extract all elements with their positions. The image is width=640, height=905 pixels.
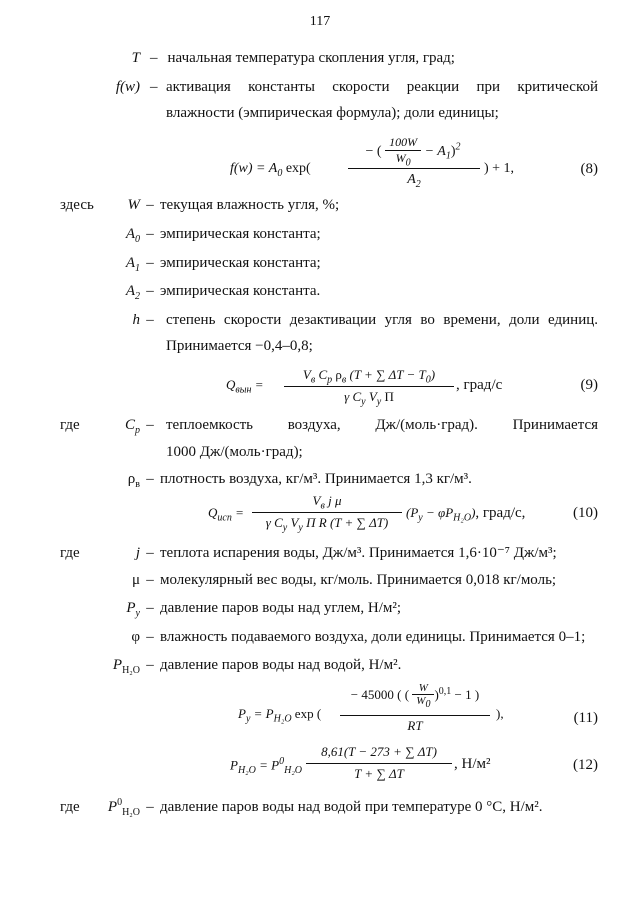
eq8-square: 2 bbox=[455, 141, 461, 153]
eq12-num: 8,61(T − 273 + ∑ ΔT) bbox=[321, 744, 437, 759]
def-dash: – bbox=[146, 799, 154, 815]
eq10-num-sub: в bbox=[320, 500, 325, 512]
eq10-paren-close: ) bbox=[471, 505, 476, 520]
eq11-inner-close: ) bbox=[434, 687, 439, 703]
eq9-lhs: Q bbox=[226, 377, 236, 392]
def-text: эмпирическая константа; bbox=[160, 255, 321, 271]
def-symbol: P bbox=[126, 600, 136, 616]
eq11-inner-den-sub: 0 bbox=[425, 699, 431, 711]
eq10-lhs-sub: исп bbox=[217, 512, 232, 524]
eq8-a1-sub: 1 bbox=[445, 150, 451, 162]
def-row-h bbox=[100, 312, 160, 329]
def-symbol-sub: H₂O bbox=[122, 807, 140, 818]
def-symbol: h bbox=[132, 312, 140, 328]
eq9-lhs-sub: вын bbox=[235, 384, 252, 396]
eq11-inner-den: W bbox=[416, 695, 426, 707]
def-text: давление паров воды над водой, Н/м². bbox=[160, 657, 402, 673]
eq9-den: γ C bbox=[344, 389, 362, 404]
def-text: давление паров воды над водой при температуре 0 °С, Н/м². bbox=[160, 799, 543, 815]
def-symbol-sub: 1 bbox=[135, 263, 140, 274]
eq9-denominator: γ $C_у$ $V_у$ Π bbox=[344, 389, 394, 408]
def-text: плотность воздуха, кг/м³. Принимается 1,3 кг/м³. bbox=[160, 471, 472, 487]
eq11-lhs-sub: у bbox=[245, 713, 251, 725]
eq10-paren-mid: − φP bbox=[425, 505, 454, 520]
def-symbol: ρ bbox=[127, 471, 136, 487]
def-row-phi bbox=[100, 629, 585, 646]
eq12-lhs-sub: H₂O bbox=[237, 764, 256, 776]
eq8-denominator bbox=[348, 172, 480, 190]
def-symbol: μ bbox=[131, 572, 140, 588]
eq9-numerator: $V_в$ $C_р$ $\rho_в$ (T + ∑ $\Delta T - T_0$) bbox=[302, 367, 436, 386]
def-text: степень скорости дезактивации угля во времени, доли единиц. bbox=[166, 312, 598, 328]
def-dash: – bbox=[146, 471, 154, 487]
def-symbol-sup: 0 bbox=[117, 797, 123, 808]
eq11-numerator bbox=[340, 682, 490, 710]
def-symbol-sub: р bbox=[135, 425, 140, 436]
def-symbol: A bbox=[125, 283, 135, 299]
def-symbol: W bbox=[127, 197, 140, 213]
eq9-num-c: C bbox=[318, 367, 328, 382]
eq11-den: RT bbox=[407, 718, 423, 733]
eq11-tail: ), bbox=[496, 706, 504, 721]
def-row-p0h2o bbox=[60, 797, 543, 818]
def-row-w bbox=[60, 197, 339, 214]
eq12-eq: = P bbox=[259, 757, 280, 773]
eq10-num: V bbox=[312, 493, 321, 508]
eq12-fraction-bar bbox=[306, 763, 452, 764]
eq9-unit: , град/с bbox=[456, 377, 503, 393]
def-row-t bbox=[100, 50, 455, 67]
def-row-fw bbox=[100, 79, 164, 96]
def-dash: – bbox=[146, 255, 154, 271]
def-text: эмпирическая константа; bbox=[160, 226, 321, 242]
def-text: начальная температура скопления угля, град; bbox=[167, 50, 455, 66]
eq8-lhs: f(w) = A bbox=[230, 161, 278, 176]
def-row-mu bbox=[100, 572, 556, 589]
def-text-cont: 1000 Дж/(моль·град); bbox=[166, 444, 303, 460]
eq10-paren-sub: у bbox=[418, 512, 423, 524]
eq11-exp: exp ( bbox=[294, 706, 322, 721]
def-dash: – bbox=[146, 226, 154, 242]
eq11-inner-num: W bbox=[418, 682, 428, 694]
def-symbol: C bbox=[124, 417, 135, 433]
def-row-py bbox=[100, 600, 401, 619]
def-text: текущая влажность угля, %; bbox=[160, 197, 340, 213]
eq10-denominator bbox=[252, 515, 402, 534]
def-text: активация константы скорости реакции при критической bbox=[166, 79, 598, 95]
equation-number-10: (10) bbox=[573, 505, 598, 521]
eq12-lhs: P bbox=[230, 757, 238, 773]
def-row-a2 bbox=[100, 283, 320, 302]
def-dash: – bbox=[146, 417, 154, 433]
eq10-den2: V bbox=[290, 515, 299, 530]
eq10-numerator bbox=[252, 493, 402, 512]
eq9-num-rho: ρ bbox=[335, 367, 342, 382]
eq9-den3: Π bbox=[384, 389, 394, 404]
def-dash: – bbox=[146, 545, 154, 561]
eq10-num-tail: j μ bbox=[328, 493, 342, 508]
eq9-num-tail-sub: 0 bbox=[425, 374, 431, 386]
def-symbol: φ bbox=[131, 629, 140, 645]
eq9-fraction-bar bbox=[284, 386, 454, 387]
def-dash: – bbox=[146, 600, 154, 616]
def-dash: – bbox=[146, 197, 154, 213]
eq11-lhs: P bbox=[238, 706, 246, 721]
def-symbol-sub: H₂O bbox=[122, 665, 140, 676]
eq11-eq: = P bbox=[253, 706, 274, 721]
eq8-close: ) bbox=[450, 143, 456, 159]
eq8-tail: ) + 1, bbox=[484, 161, 515, 176]
eq8-frac-den: W bbox=[395, 151, 406, 165]
eq10-lhs: Q bbox=[208, 505, 218, 520]
eq10-den-sub: у bbox=[282, 522, 288, 534]
equation-number-12: (12) bbox=[573, 757, 598, 773]
def-dash: – bbox=[146, 283, 154, 299]
def-prefix: где bbox=[60, 417, 80, 433]
def-prefix: здесь bbox=[60, 197, 94, 213]
def-text: теплота испарения воды, Дж/м³. Принимается 1,6·10⁻⁷ Дж/м³; bbox=[160, 545, 557, 561]
eq10-den2-sub: у bbox=[298, 522, 303, 534]
eq8-frac-den-sub: 0 bbox=[405, 157, 411, 169]
eq12-eq-sup: 0 bbox=[279, 756, 285, 767]
eq12-unit: , Н/м² bbox=[454, 756, 491, 772]
def-symbol: j bbox=[135, 545, 140, 561]
eq8-numerator bbox=[348, 135, 478, 168]
def-prefix: где bbox=[60, 799, 80, 815]
eq10-paren-sub2: H₂O bbox=[453, 512, 472, 524]
def-text: эмпирическая константа. bbox=[160, 283, 321, 299]
equation-number-9: (9) bbox=[580, 377, 598, 393]
def-symbol-sub: 2 bbox=[135, 291, 140, 302]
def-symbol-sub: 0 bbox=[135, 234, 140, 245]
def-dash: – bbox=[150, 79, 158, 95]
def-text-cont: Принимается −0,4–0,8; bbox=[166, 338, 313, 354]
def-row-rho bbox=[100, 471, 472, 490]
eq10-paren bbox=[406, 505, 525, 524]
def-row-cp bbox=[60, 417, 160, 436]
def-dash: – bbox=[146, 657, 154, 673]
eq11-eq-sub: H₂O bbox=[273, 713, 292, 725]
eq8-den-sub: 2 bbox=[415, 178, 421, 190]
def-symbol: T bbox=[131, 50, 140, 66]
def-dash: – bbox=[146, 629, 154, 645]
eq11-num: − 45000 ( ( bbox=[350, 687, 410, 703]
def-text: давление паров воды над углем, Н/м²; bbox=[160, 600, 402, 616]
eq8-frac-num: 100W bbox=[389, 135, 418, 149]
def-text-cont: влажности (эмпирическая формула); доли единицы; bbox=[166, 105, 499, 121]
def-text: влажность подаваемого воздуха, доли единицы. Принимается 0–1; bbox=[160, 629, 586, 645]
def-symbol-sub: у bbox=[135, 608, 140, 619]
def-symbol: A bbox=[125, 255, 135, 271]
eq10-fraction-bar bbox=[252, 512, 402, 513]
eq10-den: γ C bbox=[265, 515, 283, 530]
def-row-j bbox=[60, 543, 557, 562]
def-prefix: где bbox=[60, 545, 80, 561]
eq10-paren-p: (P bbox=[406, 505, 419, 520]
eq11-num-tail: − 1 ) bbox=[454, 687, 480, 703]
def-row-a0 bbox=[100, 226, 321, 245]
eq8-exp: exp( bbox=[285, 161, 311, 176]
def-symbol: A bbox=[125, 226, 135, 242]
equation-number-8: (8) bbox=[580, 161, 598, 177]
eq11-fraction-bar bbox=[340, 715, 490, 716]
eq10-unit: , град/с, bbox=[475, 505, 526, 521]
def-row-a1 bbox=[100, 255, 321, 274]
equation-number-11: (11) bbox=[573, 710, 598, 726]
page-number: 117 bbox=[309, 14, 331, 29]
def-text: молекулярный вес воды, кг/моль. Принимается 0,018 кг/моль; bbox=[160, 572, 557, 588]
eq9-num-tail: (T + ∑ ΔT − T bbox=[349, 367, 426, 382]
eq8-fraction-bar bbox=[348, 168, 480, 169]
eq8-a1: − A bbox=[424, 143, 446, 159]
def-symbol: f(w) bbox=[115, 79, 140, 95]
def-symbol: P bbox=[107, 799, 118, 815]
eq10-den3: Π R (T + ∑ ΔT) bbox=[306, 515, 389, 530]
eq9-den2: V bbox=[368, 389, 377, 404]
eq8-den: A bbox=[407, 172, 416, 187]
eq9-num: V bbox=[302, 367, 311, 382]
eq11-pow: 0,1 bbox=[438, 685, 452, 697]
def-text: теплоемкость воздуха, Дж/(моль·град). Принимается bbox=[166, 417, 598, 433]
def-dash: – bbox=[146, 312, 154, 328]
eq8-sub: 0 bbox=[277, 167, 283, 179]
eq12-den: T + ∑ ΔT bbox=[354, 766, 404, 781]
def-symbol: P bbox=[112, 657, 123, 673]
def-dash: – bbox=[150, 50, 158, 66]
def-dash: – bbox=[146, 572, 154, 588]
eq8-minus: − ( bbox=[365, 143, 382, 159]
eq12-eq-sub: H₂O bbox=[284, 764, 303, 776]
def-row-ph2o bbox=[100, 657, 401, 676]
def-symbol-sub: в bbox=[135, 479, 140, 490]
